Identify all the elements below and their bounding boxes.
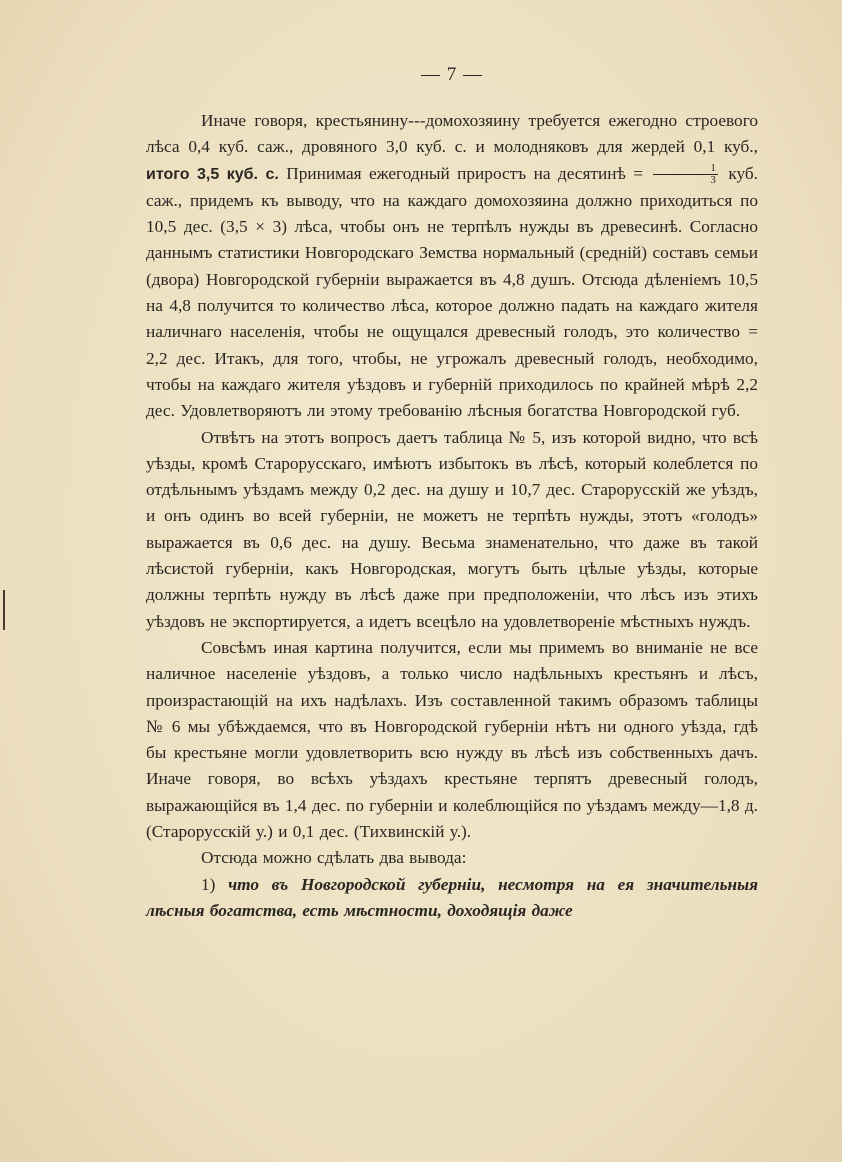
paragraph-4: Отсюда можно сдѣлать два вывода:: [201, 848, 467, 868]
margin-mark: [3, 590, 5, 630]
total-value: итого 3,5 куб. с.: [146, 165, 279, 183]
paragraph-1: [146, 108, 758, 425]
fraction-numerator: 1: [653, 163, 718, 175]
paragraph-2: Отвѣтъ на этотъ вопросъ даетъ таблица № 5, изъ которой видно, что всѣ уѣзды, кромѣ Старорусскаго, имѣютъ избытокъ въ лѣсѣ, который колеблется по отдѣльнымъ уѣздамъ между 0,2 дес. на душу и 10,7 дес. Старорусскій же уѣздъ, и онъ одинъ во всей губерніи, не можетъ не терпѣть нужды, этотъ «голодъ» выражается въ 0,6 дес. на душу. Весьма знаменательно, что даже въ такой лѣсистой губерніи, какъ Новгородская, могутъ быть цѣлые уѣзды, которые должны терпѣть нужду въ лѣсѣ даже при предположеніи, что лѣсъ изъ этихъ уѣздовъ не экспортируется, а идетъ всецѣло на удовлетвореніе мѣстныхъ нуждъ.: [146, 427, 758, 631]
fraction-denominator: 3: [710, 174, 716, 187]
document-page: [146, 64, 758, 924]
paragraph-1-text-b: Принимая ежегодный приростъ на десятинѣ =: [278, 163, 651, 183]
conclusion-text: что въ Новгородской губерніи, несмотря на ея значительныя лѣсныя богатства, есть мѣстности, доходящія даже: [146, 874, 759, 920]
fraction: [653, 163, 718, 186]
paragraph-1-text-a: Иначе говоря, крестьянину---домохозяину требуется ежегодно строевого лѣса 0,4 куб. саж., дровяного 3,0 куб. с. и молодняковъ для жердей 0,1 куб.,: [146, 111, 758, 157]
page-number: — 7 —: [421, 64, 483, 85]
paragraph-3: Совсѣмъ иная картина получится, если мы примемъ во вниманіе не все наличное населеніе уѣздовъ, а только число надѣльныхъ крестьянъ и лѣсъ, произрастающій на ихъ надѣлахъ. Изъ составленной такимъ образомъ таблицы № 6 мы убѣждаемся, что въ Новгородской губерніи нѣтъ ни одного уѣзда, гдѣ бы крестьяне могли удовлетворить всю нужду въ лѣсѣ изъ собственныхъ дачъ. Иначе говоря, во всѣхъ уѣздахъ крестьяне терпятъ древесный голодъ, выражающійся въ 1,4 дес. по губерніи и колеблющійся по уѣздамъ между—1,8 д. (Старорусскій у.) и 0,1 дес. (Тихвинскій у.).: [146, 637, 758, 842]
paragraph-5: [146, 872, 758, 925]
conclusion-number: 1): [201, 874, 229, 894]
paragraph-1-text-c: куб. саж., придемъ къ выводу, что на каждаго домохозяина должно приходиться по 10,5 дес. (3,5 × 3) лѣса, чтобы онъ не терпѣлъ нужды въ древесинѣ. Согласно даннымъ статистики Новгородскаго Земства нормальный (средній) составъ семьи (двора) Новгородской губерніи выражается въ 4,8 душъ. Отсюда дѣленіемъ 10,5 на 4,8 получится то количество лѣса, которое должно падать на каждаго жителя наличнаго населенія, чтобы не ощущался древесный голодъ, это количество = 2,2 дес. Итакъ, для того, чтобы, не угрожалъ древесный голодъ, необходимо, чтобы на каждаго жителя уѣздовъ и губерній приходилось по крайней мѣрѣ 2,2 дес. Удовлетворяютъ ли этому требованію лѣсныя богатства Новгородской губ.: [146, 163, 759, 421]
